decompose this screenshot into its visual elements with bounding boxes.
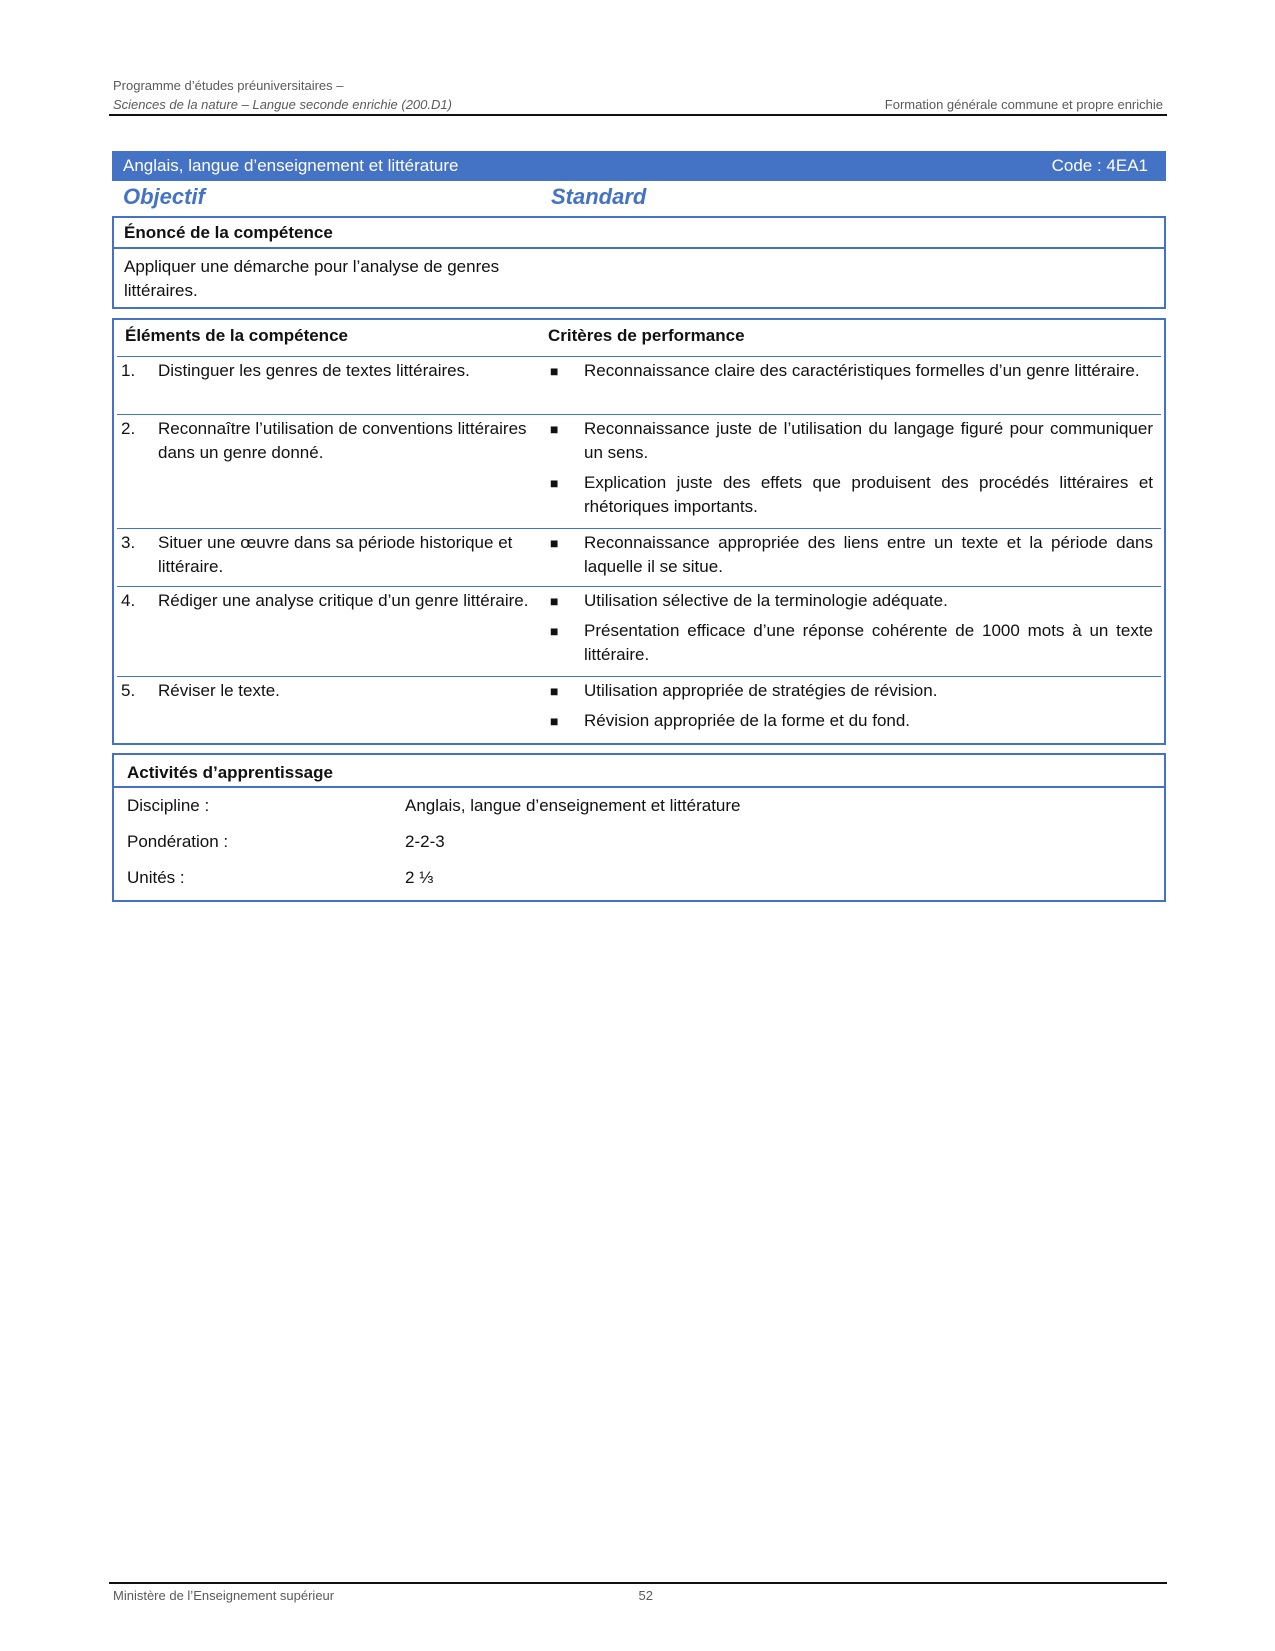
criteria-cell — [544, 415, 1161, 529]
criterion-text: Explication juste des effets que produisent des procédés littéraires et rhétoriques importants. — [584, 473, 1153, 516]
page-footer — [113, 1588, 653, 1603]
course-code: Code : 4EA1 — [1051, 156, 1148, 175]
table-row — [117, 415, 1161, 529]
course-title-bar — [112, 151, 1166, 181]
discipline-value: Anglais, langue d’enseignement et littérature — [405, 796, 741, 815]
element-text: Réviser le texte. — [158, 681, 280, 700]
criterion-text: Utilisation appropriée de stratégies de révision. — [584, 681, 938, 700]
program-line: Programme d’études préuniversitaires – — [113, 78, 344, 93]
table-row — [117, 677, 1161, 741]
footer-divider — [109, 1582, 1167, 1584]
element-cell — [117, 677, 544, 741]
criterion-item — [548, 709, 1153, 733]
criterion-text: Reconnaissance appropriée des liens entre un texte et la période dans laquelle il se situe. — [584, 533, 1153, 576]
elements-column-header: Éléments de la compétence — [125, 326, 348, 345]
criterion-text: Révision appropriée de la forme et du fond. — [584, 711, 911, 730]
bullet-icon: ■ — [550, 363, 559, 379]
criterion-item — [548, 679, 1153, 703]
element-text: Reconnaître l’utilisation de conventions littéraires dans un genre donné. — [158, 419, 527, 462]
criterion-item — [548, 359, 1153, 383]
element-cell — [117, 357, 544, 415]
course-title: Anglais, langue d’enseignement et littérature — [123, 156, 459, 175]
ponderation-row — [114, 824, 1164, 860]
element-text: Situer une œuvre dans sa période historique et littéraire. — [158, 533, 513, 576]
bullet-icon: ■ — [550, 535, 559, 551]
ministry-name: Ministère de l’Enseignement supérieur — [113, 1588, 335, 1603]
bullet-icon: ■ — [550, 593, 559, 609]
program-name: Sciences de la nature – Langue seconde enrichie (200.D1) — [113, 97, 452, 112]
unites-value: 2 ⅓ — [405, 868, 434, 887]
criteria-cell — [544, 587, 1161, 677]
table-row — [117, 529, 1161, 587]
criterion-item — [548, 619, 1153, 667]
learning-activities-box — [112, 753, 1166, 902]
unites-label: Unités : — [127, 868, 185, 887]
ponderation-value: 2-2-3 — [405, 832, 445, 851]
element-number: 2. — [121, 419, 136, 438]
formation-type: Formation générale commune et propre enrichie — [884, 97, 1163, 112]
page-header — [113, 76, 1163, 114]
bullet-icon: ■ — [550, 713, 559, 729]
bullet-icon: ■ — [550, 683, 559, 699]
ponderation-label: Pondération : — [127, 832, 229, 851]
competence-elements-table — [117, 323, 1161, 740]
header-divider — [109, 114, 1167, 116]
criteria-cell — [544, 677, 1161, 741]
element-text: Distinguer les genres de textes littéraires. — [158, 361, 470, 380]
learning-activities-heading: Activités d’apprentissage — [114, 755, 1164, 788]
criterion-text: Utilisation sélective de la terminologie adéquate. — [584, 591, 948, 610]
discipline-row — [114, 788, 1164, 824]
criterion-item — [548, 471, 1153, 519]
element-number: 4. — [121, 591, 136, 610]
bullet-icon: ■ — [550, 623, 559, 639]
discipline-label: Discipline : — [127, 796, 210, 815]
unites-row — [114, 860, 1164, 896]
competence-statement-box — [112, 216, 1166, 309]
criteria-cell — [544, 529, 1161, 587]
standard-heading: Standard — [551, 184, 647, 209]
element-cell — [117, 415, 544, 529]
criteria-cell — [544, 357, 1161, 415]
criterion-item — [548, 589, 1153, 613]
page-number: 52 — [638, 1588, 653, 1603]
bullet-icon: ■ — [550, 475, 559, 491]
competence-statement-text: Appliquer une démarche pour l’analyse de genres littéraires. — [124, 257, 500, 300]
criteria-column-header: Critères de performance — [548, 326, 745, 345]
table-row — [117, 357, 1161, 415]
criterion-text: Reconnaissance claire des caractéristiques formelles d’un genre littéraire. — [584, 361, 1140, 380]
competence-statement-heading: Énoncé de la compétence — [114, 218, 1164, 249]
element-number: 5. — [121, 681, 136, 700]
criterion-item — [548, 531, 1153, 579]
objective-heading: Objectif — [123, 184, 205, 209]
table-row — [117, 587, 1161, 677]
criterion-text: Présentation efficace d’une réponse cohérente de 1000 mots à un texte littéraire. — [584, 621, 1153, 664]
criterion-item — [548, 417, 1153, 465]
element-cell — [117, 529, 544, 587]
element-number: 3. — [121, 533, 136, 552]
program-subline — [113, 95, 1163, 114]
element-number: 1. — [121, 361, 136, 380]
element-text: Rédiger une analyse critique d’un genre littéraire. — [158, 591, 529, 610]
criterion-text: Reconnaissance juste de l’utilisation du langage figuré pour communiquer un sens. — [584, 419, 1153, 462]
bullet-icon: ■ — [550, 421, 559, 437]
element-cell — [117, 587, 544, 677]
competence-elements-box — [112, 318, 1166, 745]
